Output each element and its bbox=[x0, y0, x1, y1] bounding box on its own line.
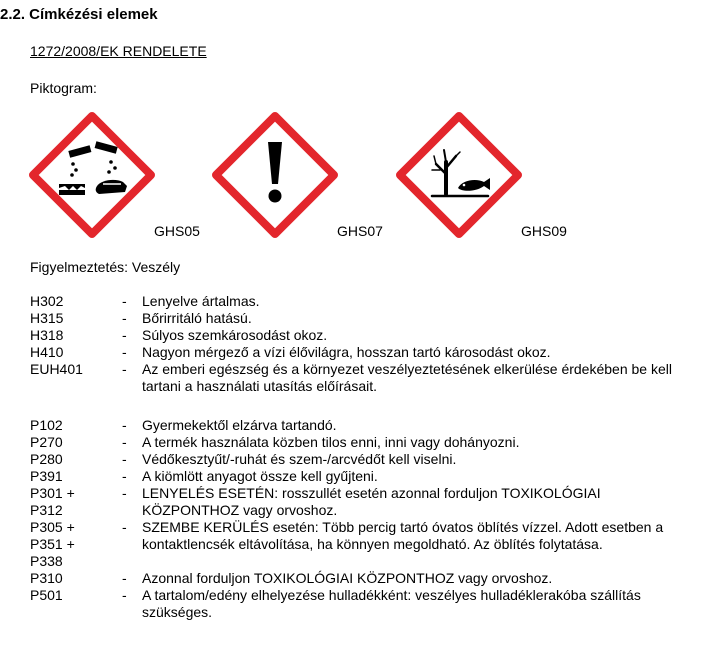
precautionary-statements bbox=[30, 417, 700, 621]
statement-row bbox=[30, 519, 700, 570]
statement-text: SZEMBE KERÜLÉS esetén: Több percig tartó óvatos öblítés vízzel. Adott esetben a kontaktlencsék eltávolítása, ha könnyen megoldható. Az öblítés folytatása. bbox=[142, 519, 664, 552]
ghs09-pictogram bbox=[396, 112, 522, 238]
statement-dash: - bbox=[122, 570, 127, 586]
statement-code: P270 bbox=[30, 434, 63, 450]
statement-text: Lenyelve ártalmas. bbox=[142, 293, 260, 309]
statement-code: H410 bbox=[30, 344, 64, 360]
statement-text: Az emberi egészség és a környezet veszélyeztetésének elkerülése érdekében be kell tartani a használati utasítás előírásait. bbox=[142, 361, 672, 394]
statement-row bbox=[30, 327, 700, 344]
hazard-statements bbox=[30, 293, 700, 395]
statement-text: A kiömlött anyagot össze kell gyűjteni. bbox=[142, 468, 378, 484]
signal-word: Figyelmeztetés: Veszély bbox=[30, 259, 181, 275]
statement-row bbox=[30, 293, 700, 310]
ghs05-pictogram bbox=[29, 112, 155, 238]
exclamation-icon bbox=[212, 112, 338, 238]
statement-text: Védőkesztyűt/-ruhát és szem-/arcvédőt kell viselni. bbox=[142, 451, 457, 467]
statement-row bbox=[30, 310, 700, 327]
corrosion-icon bbox=[29, 112, 155, 238]
statement-code: P301 + P312 bbox=[30, 485, 75, 518]
statement-text: LENYELÉS ESETÉN: rosszullét esetén azonnal forduljon TOXIKOLÓGIAI KÖZPONTHOZ vagy orvoshoz. bbox=[142, 485, 601, 518]
statement-code: P280 bbox=[30, 451, 63, 467]
statement-text: Súlyos szemkárosodást okoz. bbox=[142, 327, 328, 343]
statement-text: A termék használata közben tilos enni, inni vagy dohányozni. bbox=[142, 434, 520, 450]
statement-row bbox=[30, 587, 700, 621]
statement-row bbox=[30, 344, 700, 361]
statement-code: H318 bbox=[30, 327, 64, 343]
ghs07-pictogram bbox=[212, 112, 338, 238]
statement-dash: - bbox=[122, 310, 127, 326]
statement-row bbox=[30, 468, 700, 485]
pictogram-label: Piktogram: bbox=[30, 80, 97, 96]
statement-dash: - bbox=[122, 468, 127, 484]
statement-text: Bőrirritáló hatású. bbox=[142, 310, 252, 326]
statement-code: P102 bbox=[30, 417, 63, 433]
statement-text: Nagyon mérgező a vízi élővilágra, hosszan tartó károsodást okoz. bbox=[142, 344, 551, 360]
statement-row bbox=[30, 570, 700, 587]
statement-code: P391 bbox=[30, 468, 63, 484]
statement-row bbox=[30, 485, 700, 519]
statement-code: EUH401 bbox=[30, 361, 83, 377]
ghs05-code: GHS05 bbox=[154, 223, 200, 239]
statement-code: P501 bbox=[30, 587, 63, 603]
section-heading: 2.2. Címkézési elemek bbox=[0, 6, 158, 23]
statement-dash: - bbox=[122, 519, 127, 535]
ghs09-code: GHS09 bbox=[521, 223, 567, 239]
statement-text: Gyermekektől elzárva tartandó. bbox=[142, 417, 337, 433]
statement-code: P310 bbox=[30, 570, 63, 586]
regulation-title: 1272/2008/EK RENDELETE bbox=[30, 43, 207, 59]
statement-dash: - bbox=[122, 451, 127, 467]
statement-row bbox=[30, 417, 700, 434]
ghs07-code: GHS07 bbox=[337, 223, 383, 239]
statement-dash: - bbox=[122, 417, 127, 433]
statement-dash: - bbox=[122, 434, 127, 450]
statement-dash: - bbox=[122, 327, 127, 343]
statement-code: P305 + P351 + P338 bbox=[30, 519, 75, 569]
statement-dash: - bbox=[122, 587, 127, 603]
statement-row bbox=[30, 451, 700, 468]
statement-row bbox=[30, 434, 700, 451]
statement-dash: - bbox=[122, 293, 127, 309]
statement-text: A tartalom/edény elhelyezése hulladékként: veszélyes hulladéklerakóba szállítás szükséges. bbox=[142, 587, 641, 620]
environment-icon bbox=[396, 112, 522, 238]
statement-dash: - bbox=[122, 485, 127, 501]
statement-code: H302 bbox=[30, 293, 64, 309]
statement-dash: - bbox=[122, 361, 127, 377]
statement-dash: - bbox=[122, 344, 127, 360]
statement-code: H315 bbox=[30, 310, 64, 326]
statement-row bbox=[30, 361, 700, 395]
statement-text: Azonnal forduljon TOXIKOLÓGIAI KÖZPONTHOZ vagy orvoshoz. bbox=[142, 570, 553, 586]
